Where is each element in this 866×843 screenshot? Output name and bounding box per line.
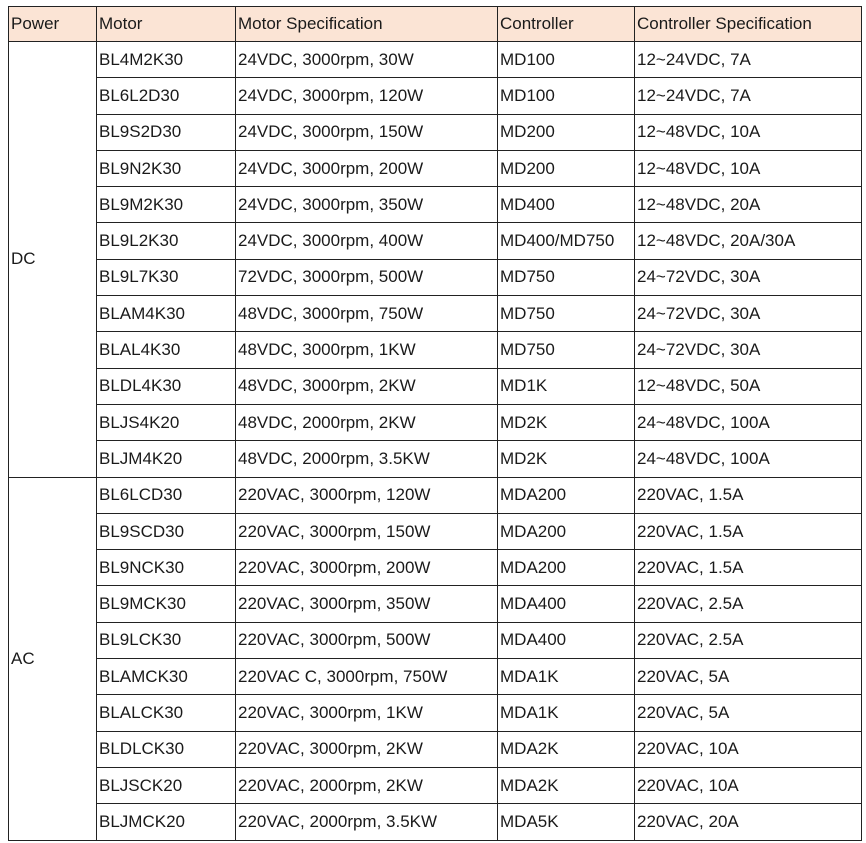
table-row — [9, 150, 862, 186]
controller-cell: MD100 — [498, 78, 635, 114]
controller-spec-cell: 12~48VDC, 10A — [635, 114, 862, 150]
controller-spec-cell: 24~48VDC, 100A — [635, 441, 862, 477]
controller-cell: MD2K — [498, 441, 635, 477]
motor-spec-cell: 220VAC, 3000rpm, 200W — [236, 550, 498, 586]
controller-cell: MD2K — [498, 404, 635, 440]
table-row — [9, 804, 862, 840]
motor-spec-cell: 220VAC, 2000rpm, 3.5KW — [236, 804, 498, 840]
motor-spec-cell: 72VDC, 3000rpm, 500W — [236, 259, 498, 295]
controller-cell: MDA200 — [498, 477, 635, 513]
controller-spec-cell: 24~72VDC, 30A — [635, 296, 862, 332]
motor-cell: BL9NCK30 — [97, 550, 236, 586]
controller-cell: MD400/MD750 — [498, 223, 635, 259]
controller-cell: MD200 — [498, 114, 635, 150]
controller-spec-cell: 220VAC, 5A — [635, 659, 862, 695]
power-cell: AC — [9, 477, 97, 840]
motor-spec-cell: 48VDC, 3000rpm, 2KW — [236, 368, 498, 404]
header-motor: Motor — [97, 7, 236, 42]
controller-spec-cell: 220VAC, 10A — [635, 731, 862, 767]
motor-cell: BL6L2D30 — [97, 78, 236, 114]
controller-spec-cell: 12~48VDC, 10A — [635, 150, 862, 186]
table-row — [9, 586, 862, 622]
controller-spec-cell: 220VAC, 2.5A — [635, 586, 862, 622]
controller-spec-cell: 220VAC, 1.5A — [635, 477, 862, 513]
power-cell: DC — [9, 42, 97, 478]
controller-spec-cell: 220VAC, 1.5A — [635, 513, 862, 549]
motor-spec-cell: 24VDC, 3000rpm, 400W — [236, 223, 498, 259]
controller-spec-cell: 24~72VDC, 30A — [635, 332, 862, 368]
motor-spec-cell: 48VDC, 3000rpm, 1KW — [236, 332, 498, 368]
motor-cell: BL9L7K30 — [97, 259, 236, 295]
table-row — [9, 114, 862, 150]
table-row — [9, 404, 862, 440]
controller-cell: MD100 — [498, 42, 635, 78]
controller-cell: MD1K — [498, 368, 635, 404]
controller-cell: MDA400 — [498, 622, 635, 658]
motor-spec-cell: 220VAC, 3000rpm, 120W — [236, 477, 498, 513]
controller-spec-cell: 12~48VDC, 20A/30A — [635, 223, 862, 259]
motor-cell: BL9M2K30 — [97, 187, 236, 223]
controller-spec-cell: 12~24VDC, 7A — [635, 42, 862, 78]
table-row — [9, 622, 862, 658]
controller-spec-cell: 220VAC, 10A — [635, 767, 862, 803]
motor-cell: BLAMCK30 — [97, 659, 236, 695]
controller-cell: MDA200 — [498, 513, 635, 549]
controller-spec-cell: 12~48VDC, 20A — [635, 187, 862, 223]
table-header — [9, 7, 862, 42]
table-row — [9, 259, 862, 295]
motor-cell: BLJSCK20 — [97, 767, 236, 803]
controller-spec-cell: 220VAC, 5A — [635, 695, 862, 731]
controller-cell: MDA5K — [498, 804, 635, 840]
controller-spec-cell: 24~48VDC, 100A — [635, 404, 862, 440]
controller-cell: MDA1K — [498, 659, 635, 695]
motor-cell: BLALCK30 — [97, 695, 236, 731]
table-row — [9, 659, 862, 695]
motor-cell: BL9S2D30 — [97, 114, 236, 150]
controller-cell: MDA400 — [498, 586, 635, 622]
motor-cell: BL9L2K30 — [97, 223, 236, 259]
motor-cell: BLDL4K30 — [97, 368, 236, 404]
controller-spec-cell: 220VAC, 1.5A — [635, 550, 862, 586]
controller-cell: MDA1K — [498, 695, 635, 731]
motor-spec-cell: 24VDC, 3000rpm, 150W — [236, 114, 498, 150]
motor-spec-cell: 24VDC, 3000rpm, 30W — [236, 42, 498, 78]
controller-cell: MD750 — [498, 332, 635, 368]
motor-spec-cell: 220VAC C, 3000rpm, 750W — [236, 659, 498, 695]
motor-cell: BLAL4K30 — [97, 332, 236, 368]
motor-cell: BL9MCK30 — [97, 586, 236, 622]
motor-cell: BLAM4K30 — [97, 296, 236, 332]
motor-spec-cell: 48VDC, 3000rpm, 750W — [236, 296, 498, 332]
motor-controller-table — [8, 6, 862, 841]
header-motor-specification: Motor Specification — [236, 7, 498, 42]
controller-spec-cell: 12~24VDC, 7A — [635, 78, 862, 114]
motor-spec-cell: 220VAC, 3000rpm, 2KW — [236, 731, 498, 767]
motor-spec-cell: 220VAC, 3000rpm, 500W — [236, 622, 498, 658]
table-row — [9, 78, 862, 114]
header-power: Power — [9, 7, 97, 42]
motor-cell: BL9SCD30 — [97, 513, 236, 549]
controller-spec-cell: 12~48VDC, 50A — [635, 368, 862, 404]
controller-spec-cell: 24~72VDC, 30A — [635, 259, 862, 295]
header-row — [9, 7, 862, 42]
controller-cell: MD200 — [498, 150, 635, 186]
controller-cell: MD400 — [498, 187, 635, 223]
header-controller-specification: Controller Specification — [635, 7, 862, 42]
motor-spec-cell: 220VAC, 3000rpm, 1KW — [236, 695, 498, 731]
controller-spec-cell: 220VAC, 20A — [635, 804, 862, 840]
controller-spec-cell: 220VAC, 2.5A — [635, 622, 862, 658]
table-row — [9, 441, 862, 477]
motor-spec-cell: 220VAC, 3000rpm, 350W — [236, 586, 498, 622]
table-row — [9, 767, 862, 803]
header-controller: Controller — [498, 7, 635, 42]
motor-cell: BL9N2K30 — [97, 150, 236, 186]
controller-cell: MDA2K — [498, 767, 635, 803]
table-row — [9, 296, 862, 332]
table-row — [9, 368, 862, 404]
motor-cell: BLJS4K20 — [97, 404, 236, 440]
table-row — [9, 42, 862, 78]
table-row — [9, 223, 862, 259]
motor-spec-cell: 48VDC, 2000rpm, 2KW — [236, 404, 498, 440]
table-body — [9, 42, 862, 841]
controller-cell: MDA200 — [498, 550, 635, 586]
motor-cell: BLJMCK20 — [97, 804, 236, 840]
motor-cell: BL6LCD30 — [97, 477, 236, 513]
controller-cell: MD750 — [498, 296, 635, 332]
motor-spec-cell: 24VDC, 3000rpm, 200W — [236, 150, 498, 186]
motor-spec-cell: 48VDC, 2000rpm, 3.5KW — [236, 441, 498, 477]
table-row — [9, 695, 862, 731]
motor-spec-cell: 24VDC, 3000rpm, 120W — [236, 78, 498, 114]
table-row — [9, 513, 862, 549]
table-row — [9, 477, 862, 513]
motor-cell: BLJM4K20 — [97, 441, 236, 477]
table-row — [9, 550, 862, 586]
table-row — [9, 332, 862, 368]
motor-cell: BL9LCK30 — [97, 622, 236, 658]
controller-cell: MD750 — [498, 259, 635, 295]
motor-spec-cell: 220VAC, 3000rpm, 150W — [236, 513, 498, 549]
motor-cell: BLDLCK30 — [97, 731, 236, 767]
table-row — [9, 187, 862, 223]
motor-spec-cell: 220VAC, 2000rpm, 2KW — [236, 767, 498, 803]
motor-cell: BL4M2K30 — [97, 42, 236, 78]
table-row — [9, 731, 862, 767]
controller-cell: MDA2K — [498, 731, 635, 767]
motor-spec-cell: 24VDC, 3000rpm, 350W — [236, 187, 498, 223]
